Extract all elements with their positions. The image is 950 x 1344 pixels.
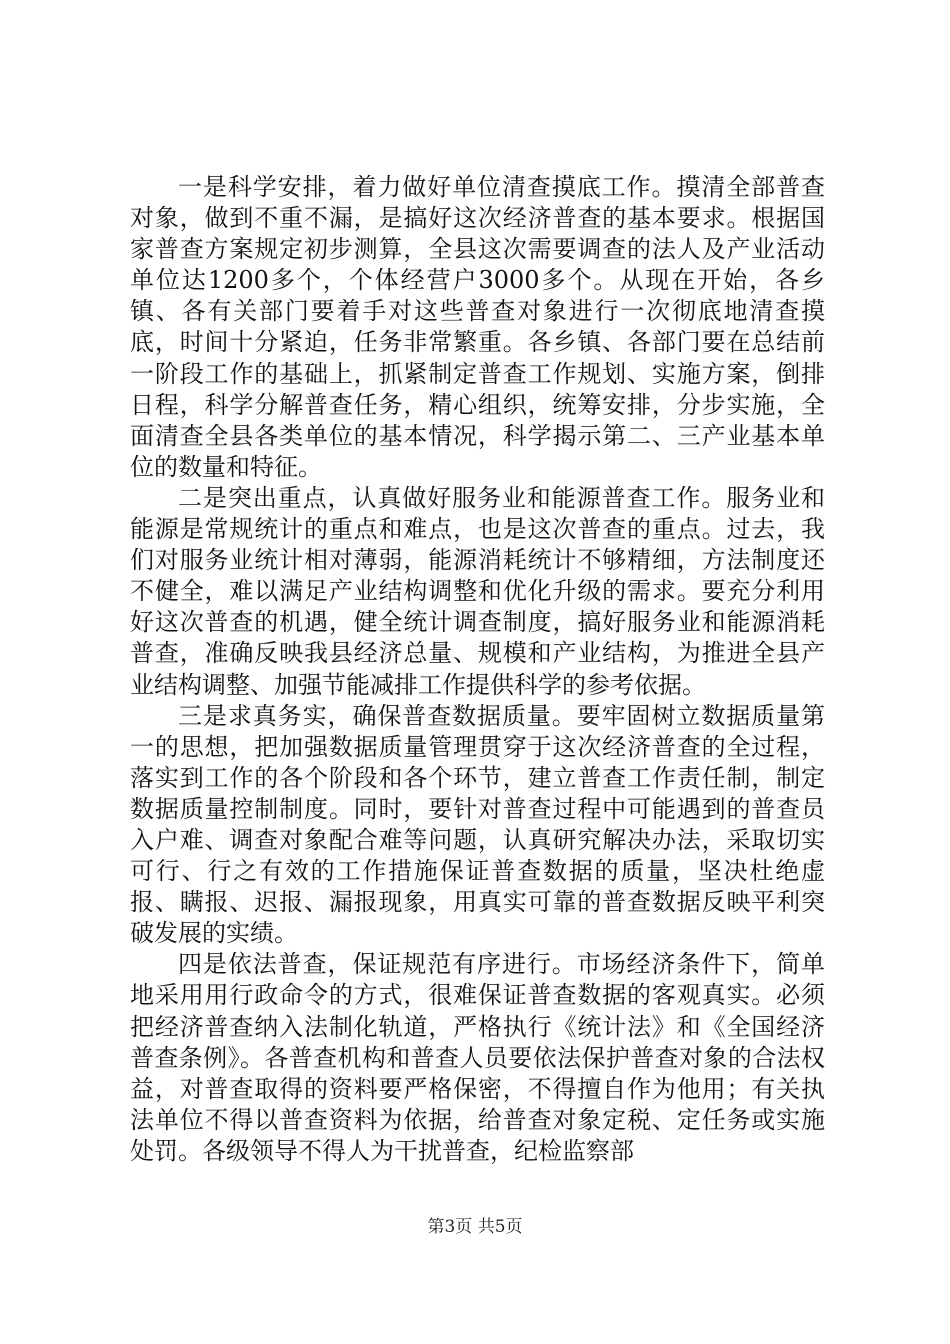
paragraph-3: 三是求真务实，确保普查数据质量。要牢固树立数据质量第一的思想，把加强数据质量管理贯穿于这次经济普查的全过程，落实到工作的各个阶段和各个环节，建立普查工作责任制，制定数据质量控制制度。同时，要针对普查过程中可能遇到的普查员入户难、调查对象配合难等问题，认真研究解决办法，采取切实可行、行之有效的工作措施保证普查数据的质量，坚决杜绝虚报、瞒报、迟报、漏报现象，用真实可靠的普查数据反映平利突破发展的实绩。 — [130, 701, 825, 948]
document-body — [130, 172, 825, 1167]
page-number-footer: 第3页 共5页 — [427, 1217, 523, 1237]
paragraph-1: 一是科学安排，着力做好单位清查摸底工作。摸清全部普查对象，做到不重不漏，是搞好这次经济普查的基本要求。根据国家普查方案规定初步测算，全县这次需要调查的法人及产业活动单位达1200多个，个体经营户3000多个。从现在开始，各乡镇、各有关部门要着手对这些普查对象进行一次彻底地清查摸底，时间十分紧迫，任务非常繁重。各乡镇、各部门要在总结前一阶段工作的基础上，抓紧制定普查工作规划、实施方案，倒排日程，科学分解普查任务，精心组织，统筹安排，分步实施，全面清查全县各类单位的基本情况，科学揭示第二、三产业基本单位的数量和特征。 — [130, 173, 825, 481]
paragraph-2: 二是突出重点，认真做好服务业和能源普查工作。服务业和能源是常规统计的重点和难点，也是这次普查的重点。过去，我们对服务业统计相对薄弱，能源消耗统计不够精细，方法制度还不健全，难以满足产业结构调整和优化升级的需求。要充分利用好这次普查的机遇，健全统计调查制度，搞好服务业和能源消耗普查，准确反映我县经济总量、规模和产业结构，为推进全县产业结构调整、加强节能减排工作提供科学的参考依据。 — [130, 483, 825, 699]
paragraph-4: 四是依法普查，保证规范有序进行。市场经济条件下，简单地采用用行政命令的方式，很难保证普查数据的客观真实。必须把经济普查纳入法制化轨道，严格执行《统计法》和《全国经济普查条例》。各普查机构和普查人员要依法保护普查对象的合法权益，对普查取得的资料要严格保密，不得擅自作为他用；有关执法单位不得以普查资料为依据，给普查对象定税、定任务或实施处罚。各级领导不得人为干扰普查，纪检监察部 — [130, 950, 825, 1165]
